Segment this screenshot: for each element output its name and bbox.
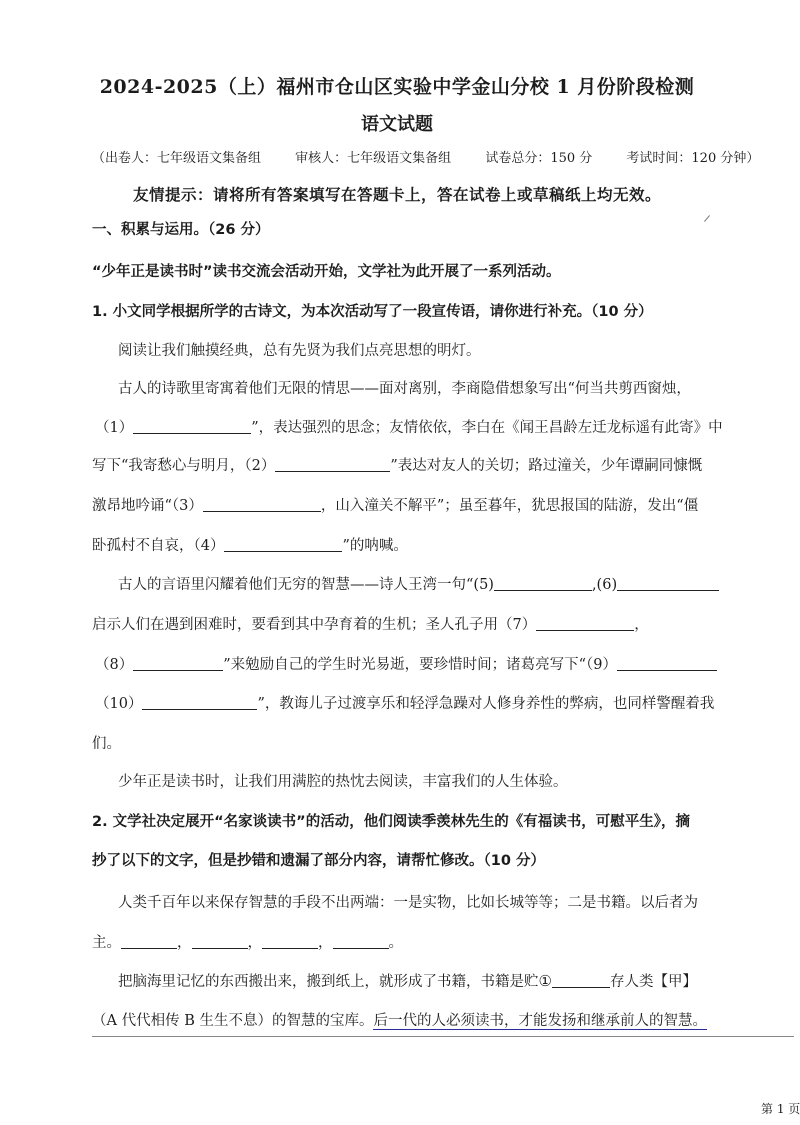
- q1-para3-line2: [92, 613, 649, 634]
- q2-para1-line1: 人类千百年以来保存智慧的手段不出两端：一是实物，比如长城等等；二是书籍。以后者为: [118, 895, 698, 911]
- text-segment: 激昂地吟诵“（3）: [92, 498, 203, 514]
- q2-stem-line2: 抄了以下的文字，但是抄错和遗漏了部分内容，请帮忙修改。（10 分）: [92, 853, 545, 869]
- reviewer-info: 审核人：七年级语文集备组: [295, 151, 452, 166]
- q1-para2-line3: [92, 454, 702, 475]
- q1-para4: 少年正是读书时，让我们用满腔的热忱去阅读，丰富我们的人生体验。: [118, 774, 568, 790]
- text-segment: ”来勉励自己的学生时光易逝，要珍惜时间；诸葛亮写下“（9）: [223, 657, 618, 673]
- q2-para1-line2: [92, 931, 403, 952]
- text-segment: ”，教诲儿子过渡享乐和轻浮急躁对人修身养性的弊病，也同样警醒着我: [257, 696, 715, 712]
- text-segment: 把脑海里记忆的东西搬出来，搬到纸上，就形成了书籍，书籍是贮: [118, 974, 539, 990]
- blank-label-10: （10）: [95, 696, 143, 712]
- q2-para2-line2: [92, 1009, 707, 1030]
- answer-blank-7: [536, 616, 634, 631]
- text-segment: 启示人们在遇到困难时，要看到其中孕育着的生机；圣人孔子用（7）: [92, 617, 537, 633]
- q1-stem: 1. 小文同学根据所学的古诗文，为本次活动写了一段宣传语，请你进行补充。（10 分）: [92, 304, 653, 320]
- answer-blank-9: [617, 656, 717, 671]
- author-info: （出卷人：七年级语文集备组: [92, 151, 262, 166]
- comma: ，: [318, 935, 333, 951]
- q1-para1: 阅读让我们触摸经典，总有先贤为我们点亮思想的明灯。: [118, 343, 481, 359]
- answer-blank-4: [224, 537, 342, 552]
- exam-subtitle: 语文试题: [361, 114, 433, 135]
- fill-blank-c: [262, 934, 318, 949]
- page-rule: [92, 1036, 794, 1037]
- text-segment: 古人的言语里闪耀着他们无穷的智慧——诗人王湾一句“(5): [118, 577, 494, 593]
- q2-para2-line1: [118, 970, 697, 991]
- blank-label-8: （8）: [95, 657, 134, 673]
- friendly-tip: 友情提示：请将所有答案填写在答题卡上，答在试卷上或草稿纸上均无效。: [132, 185, 661, 204]
- q1-para2-line2: [95, 416, 723, 437]
- exam-meta: [92, 147, 759, 166]
- text-segment: 主。: [92, 935, 121, 951]
- text-segment: 存人类【甲】: [609, 974, 697, 990]
- answer-blank-3: [203, 497, 321, 512]
- section1-intro: “少年正是读书时”读书交流会活动开始，文学社为此开展了一系列活动。: [92, 264, 561, 280]
- text-segment: ”，表达强烈的思念；友情依依，李白在《闻王昌龄左迁龙标遥有此寄》中: [251, 420, 723, 436]
- fill-blank-b: [192, 934, 248, 949]
- period: 。: [388, 935, 403, 951]
- text-segment: ，: [634, 617, 649, 633]
- blank-label-1: （1）: [95, 420, 134, 436]
- q1-para3-line1: [118, 573, 719, 594]
- fill-blank-1: [552, 973, 610, 988]
- answer-blank-1: [133, 419, 251, 434]
- fill-blank-a: [121, 934, 177, 949]
- q1-para2-line5: [92, 534, 408, 555]
- q1-para2-line1: 古人的诗歌里寄寓着他们无限的情思——面对离别，李商隐借想象写出“何当共剪西窗烛，: [118, 381, 691, 397]
- text-segment: ，山入潼关不解平”；虽至暮年，犹思报国的陆游，发出“僵: [320, 498, 699, 514]
- q1-para3-line3: [95, 653, 717, 674]
- text-segment: 卧孤村不自哀，（4）: [92, 538, 225, 554]
- answer-blank-5: [494, 576, 592, 591]
- text-segment: ,(6): [591, 577, 618, 593]
- section1-heading: 一、积累与运用。（26 分）: [92, 222, 270, 238]
- answer-blank-2: [275, 457, 390, 472]
- q2-stem-line1: 2. 文学社决定展开“名家谈读书”的活动，他们阅读季羡林先生的《有福读书，可慰平生》，摘: [92, 814, 690, 830]
- fill-blank-d: [333, 934, 389, 949]
- q1-para2-line4: [92, 494, 698, 515]
- text-segment: ”表达对友人的关切；路过潼关，少年谭嗣同慷慨: [390, 458, 703, 474]
- text-segment: ”的呐喊。: [342, 538, 408, 554]
- q1-para3-line4: [95, 692, 714, 713]
- underlined-sentence: 后一代的人必须读书，才能发扬和继承前人的智慧。: [373, 1013, 707, 1029]
- text-segment: （A 代代相传 B 生生不息）的智慧的宝库。: [92, 1013, 374, 1029]
- q1-para3-line5: 们。: [92, 736, 121, 752]
- page-number: 第 1 页: [761, 1102, 800, 1116]
- answer-blank-8: [133, 656, 223, 671]
- circled-number-1: ①: [538, 972, 552, 990]
- text-segment: 写下“我寄愁心与明月，（2）: [92, 458, 276, 474]
- answer-blank-10: [142, 695, 257, 710]
- total-score: 试卷总分：150 分: [485, 151, 593, 166]
- comma: ，: [177, 935, 192, 951]
- comma: ，: [247, 935, 262, 951]
- exam-title: 2024-2025（上）福州市仓山区实验中学金山分校 1 月份阶段检测: [99, 76, 695, 98]
- answer-blank-6: [617, 576, 719, 591]
- exam-time: 考试时间：120 分钟）: [626, 151, 760, 166]
- pen-mark: [704, 215, 710, 222]
